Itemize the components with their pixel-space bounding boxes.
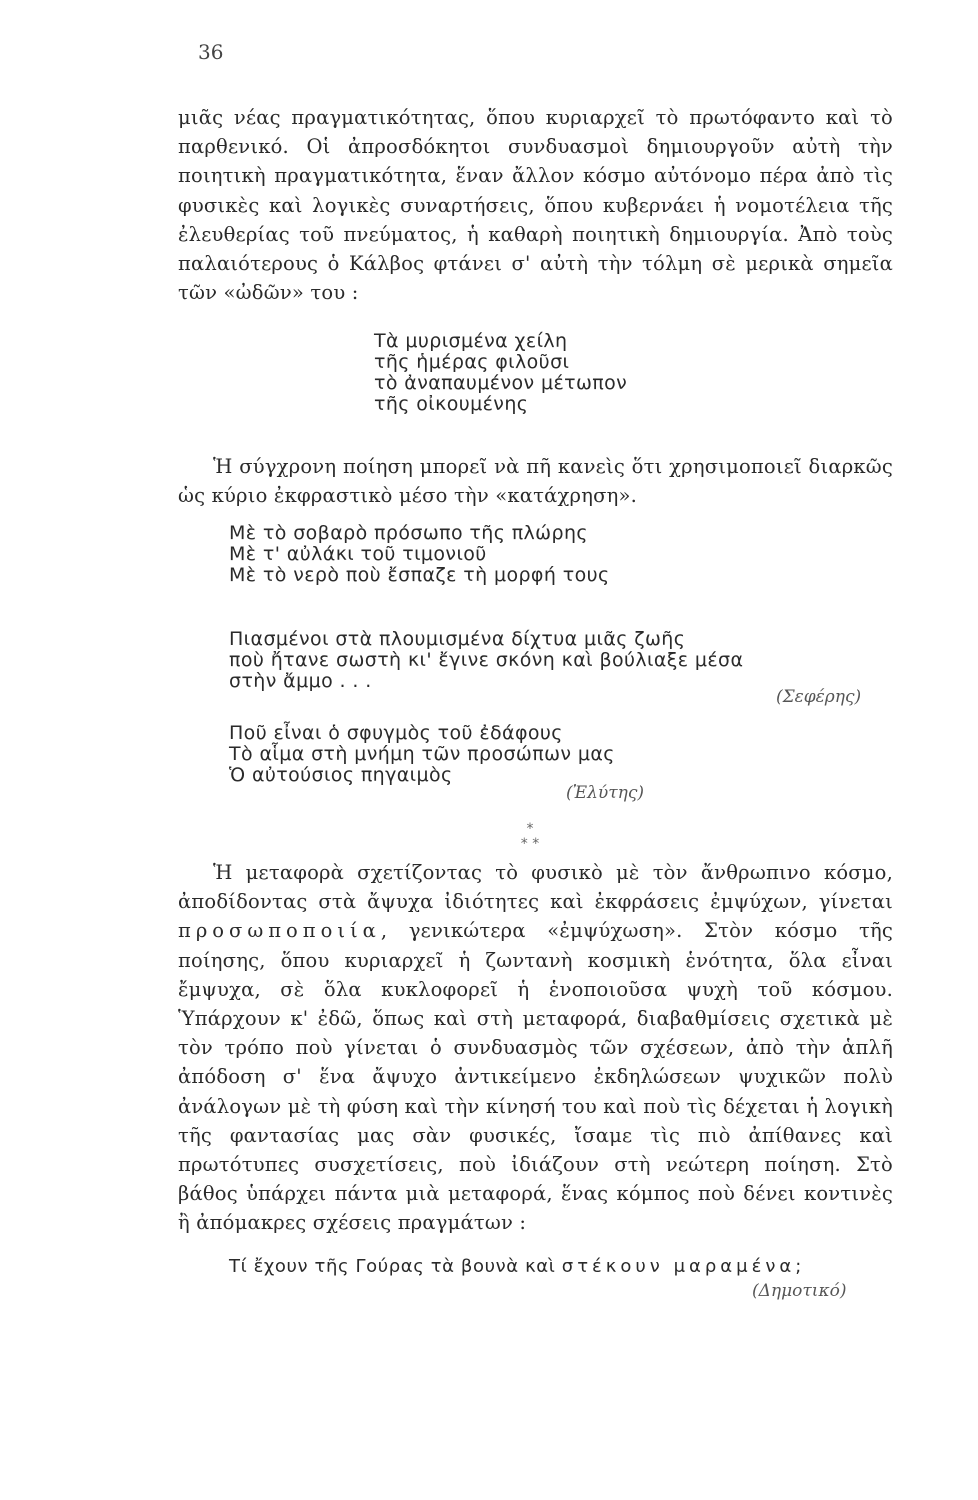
paragraph-1: μιᾶς νέας πραγματικότητας, ὅπου κυριαρχεῖ τὸ πρωτόφαντο καὶ τὸ παρθενικό. Οἱ ἀπροσδόκητοι συνδυασμοὶ δημιουργοῦν αὐτὴ τὴν ποιητικὴ πραγματικότητα, ἕναν ἄλλον κόσμο αὐτόνομο πέρα ἀπὸ τὶς φυσικὲς καὶ λογικὲς συναρτήσεις, ὅπου κυβερνάει ἡ νομοτέλεια τῆς ἐλευθερίας τοῦ πνεύματος, ἡ καθαρὴ ποιητικὴ δημιουργία. Ἀπὸ τοὺς παλαιότερους ὁ Κάλβος φτάνει σ' αὐτὴ τὴν τόλμη σὲ μερικὰ σημεῖα τῶν «ὠδῶν» του :: [178, 106, 893, 305]
poem-line: Μὲ τὸ νερὸ ποὺ ἔσπαζε τὴ μορφή τους: [229, 564, 610, 586]
paragraph-3-start: Ἡ μεταφορὰ σχετίζοντας τὸ φυσικὸ μὲ τὸν ἄνθρωπινο κόσμο, ἀποδίδοντας στὰ ἄψυχα ἰδιότητες καὶ ἐκφράσεις ἐμψύχων, γίνεται: [178, 861, 893, 914]
poem-line: ποὺ ἤτανε σωστὴ κι' ἔγινε σκόνη καὶ βούλιαξε μέσα: [229, 649, 744, 671]
folk-line-spaced: στέκουν μαραμένα;: [561, 1256, 806, 1277]
poem-line: τὸ ἀναπαυμένον μέτωπον: [374, 372, 628, 394]
spaced-term: προσωποποιία: [178, 919, 381, 943]
poem-line: τῆς ἡμέρας φιλοῦσι: [374, 351, 570, 373]
folk-song-line: [229, 1256, 805, 1277]
poem-line: Πιασμένοι στὰ πλουμισμένα δίχτυα μιᾶς ζωῆς: [229, 628, 686, 650]
asterism-bottom: * *: [520, 836, 540, 852]
paragraph-3-rest: , γενικώτερα «ἐμψύχωση». Στὸν κόσμο τῆς ποίησης, ὅπου κυριαρχεῖ ἡ ζωντανὴ κοσμικὴ ἑνότητα, ὅλα εἶναι ἔμψυχα, σὲ ὅλα κυκλοφορεῖ ἡ ἑνοποιοῦσα ψυχὴ τοῦ κόσμου. Ὑπάρχουν κ' ἐδῶ, ὅπως καὶ στὴ μεταφορά, διαβαθμίσεις σχετικὰ μὲ τὸν τρόπο ποὺ γίνεται ὁ συνδυασμὸς τῶν σχέσεων, ἀπὸ τὴν ἁπλῆ ἀπόδοση σ' ἕνα ἄψυχο ἀντικείμενο ἐκδηλώσεων ψυχικῶν πολὺ ἀνάλογων μὲ τὴ φύση καὶ τὴν κίνησή του καὶ ποὺ τὶς δέχεται ἡ λογικὴ τῆς φαντασίας μας σὰν φυσικές, ἴσαμε τὶς πιὸ ἀπίθανες καὶ πρωτότυπες συσχετίσεις, ποὺ ἰδιάζουν στὴ νεώτερη ποίηση. Στὸ βάθος ὑπάρχει πάντα μιὰ μεταφορά, ἕνας κόμπος ποὺ δένει κοντινὲς ἢ ἀπόμακρες σχέσεις πραγμάτων :: [178, 919, 893, 1235]
poem-line: Τὸ αἷμα στὴ μνήμη τῶν προσώπων μας: [229, 743, 615, 765]
poem-line: Τὰ μυρισμένα χείλη: [374, 330, 568, 352]
poem-line: Ὁ αὐτούσιος πηγαιμὸς: [229, 764, 453, 786]
poem-line: Ποῦ εἶναι ὁ σφυγμὸς τοῦ ἐδάφους: [229, 722, 563, 744]
attribution-folk: (Δημοτικό): [752, 1281, 847, 1301]
attribution-seferis: (Σεφέρης): [776, 687, 862, 707]
poem-line: Μὲ τὸ σοβαρὸ πρόσωπο τῆς πλώρης: [229, 522, 588, 544]
asterism-separator: [500, 822, 560, 852]
asterism-top: *: [526, 821, 534, 837]
page-number: 36: [198, 40, 224, 64]
poem-kalvos: [374, 331, 627, 415]
poem-seferis-1: [229, 523, 610, 586]
poem-line: στὴν ἄμμο . . .: [229, 670, 372, 692]
attribution-elytis: (Ἐλύτης): [566, 783, 644, 803]
paragraph-3: [178, 858, 893, 1238]
poem-line: Μὲ τ' αὐλάκι τοῦ τιμονιοῦ: [229, 543, 487, 565]
poem-elytis: [229, 723, 615, 786]
poem-seferis-2: [229, 629, 743, 692]
folk-line-start: Τί ἔχουν τῆς Γούρας τὰ βουνὰ καὶ: [229, 1256, 562, 1277]
paragraph-2: Ἡ σύγχρονη ποίηση μπορεῖ νὰ πῆ κανεὶς ὅτι χρησιμοποιεῖ διαρκῶς ὡς κύριο ἐκφραστικὸ μέσο τὴν «κατάχρηση».: [178, 455, 893, 508]
poem-line: τῆς οἰκουμένης: [374, 393, 529, 415]
